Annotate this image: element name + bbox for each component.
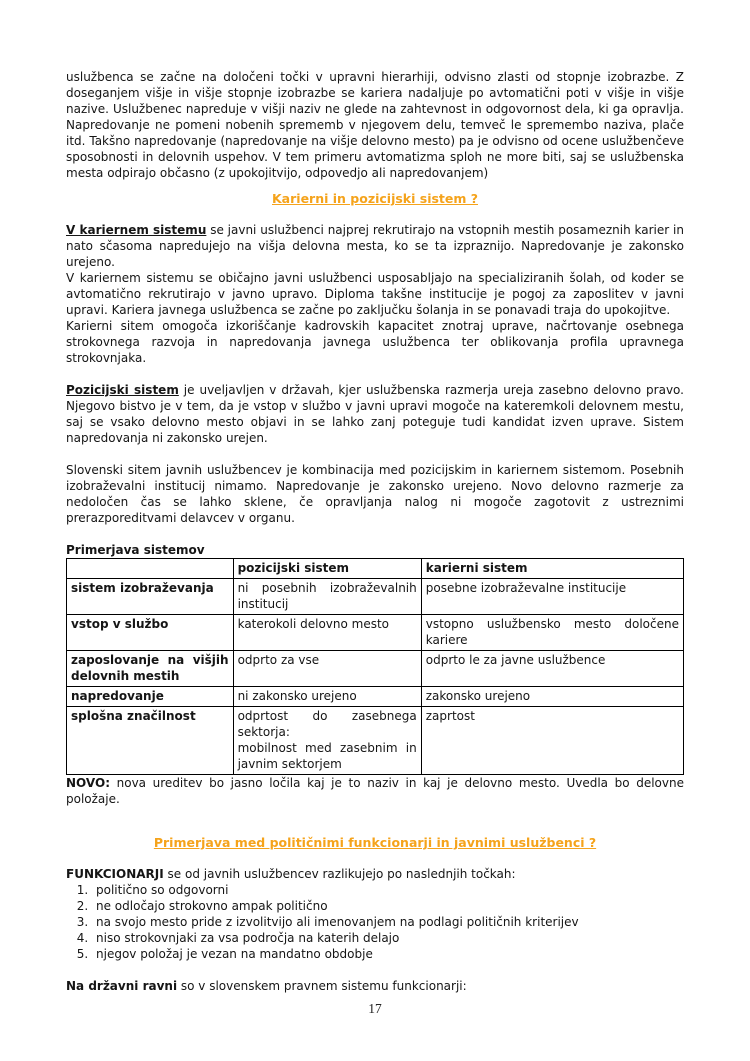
table-row (67, 687, 684, 707)
cell-vstop-karierni: vstopno uslužbensko mesto določene kariere (421, 615, 683, 651)
row-label-izobrazevanje: sistem izobraževanja (67, 579, 234, 615)
funkcionarji-list (66, 882, 684, 962)
row-label-vstop: vstop v službo (67, 615, 234, 651)
row-label-znacilnost: splošna značilnost (67, 707, 234, 775)
career-system-p1-rest: se javni uslužbenci najprej rekrutirajo na vstopnih mestih posameznih karier in nato sčasoma napredujejo na višja delovna mesta, ko se ta izpraznijo. Napredovanje je zakonsko urejeno. (66, 223, 684, 269)
cell-izobrazevanje-karierni: posebne izobraževalne institucije (421, 579, 683, 615)
list-item: 4. niso strokovnjaki za vsa področja na katerih delajo (92, 930, 684, 946)
career-system-p3: Karierni sitem omogoča izkoriščanje kadrovskih kapacitet znotraj uprave, načrtovanje osebnega strokovnega razvoja in napredovanja javnega uslužbenca ter oblikovanja profila upravnega strokovnjaka. (66, 319, 684, 365)
cell-zaposlovanje-pozicijski: odprto za vse (233, 651, 421, 687)
comparison-table (66, 558, 684, 775)
row-label-zaposlovanje: zaposlovanje na višjih delovnih mestih (67, 651, 234, 687)
table-row (67, 615, 684, 651)
drzavni-ravni-lead: Na državni ravni (66, 979, 178, 993)
cell-znacilnost-pozicijski (233, 707, 421, 775)
intro-paragraph: uslužbenca se začne na določeni točki v upravni hierarhiji, odvisno zlasti od stopnje izobrazbe. Z doseganjem višje in višje stopnje izobrazbe se kariera nadaljuje po avtomatični poti v višje in višje nazive. Uslužbenec napreduje v višji naziv ne glede na zahtevnost in odgovornost dela, ki ga opravlja. Napredovanje ne pomeni nobenih sprememb v njegovem delu, temveč le spremembo naziva, plače itd. Takšno napredovanje (napredovanje na višje delovno mesto) pa je odvisno od ocene uslužbenčeve sposobnosti in delovnih uspehov. V tem primeru avtomatizma sploh ne more biti, saj se uslužbenska mesta odpirajo občasno (z upokojitvijo, odpovedjo ali napredovanjem) (66, 70, 684, 180)
table-header-empty (67, 559, 234, 579)
slovenia-paragraph: Slovenski sitem javnih uslužbencev je kombinacija med pozicijskim in kariernem sistemom. Posebnih izobraževalni institucij nimamo. Napredovanje je zakonsko urejeno. Novo delovno razmerje za nedoločen čas se lahko sklene, če opravljanja nalog ni mogoče zagotovit z ustreznimi prerazporeditvami delavcev v organu. (66, 463, 684, 525)
position-system-paragraph (66, 382, 684, 446)
page-number: 17 (368, 1001, 382, 1016)
cell-znacilnost-karierni: zaprtost (421, 707, 683, 775)
comparison-table-title: Primerjava sistemov (66, 543, 205, 557)
novo-paragraph (66, 775, 684, 807)
list-item: 2. ne odločajo strokovno ampak politično (92, 898, 684, 914)
list-item: 5. njegov položaj je vezan na mandatno obdobje (92, 946, 684, 962)
novo-rest: nova ureditev bo jasno ločila kaj je to naziv in kaj je delovno mesto. Uvedla bo delovne položaje. (66, 776, 684, 806)
heading-primerjava-funkcionarji (66, 835, 684, 851)
table-header-pozicijski: pozicijski sistem (233, 559, 421, 579)
position-system-rest: je uveljavljen v državah, kjer uslužbenska razmerja ureja zasebno delovno pravo. Njegovo bistvo je v tem, da je vstop v službo v javni upravi mogoče na kateremkoli delovnem mestu, saj se vsako delovno mesto objavi in se lahko zanj poteguje tudi kandidat izven uprave. Sistem napredovanja ni zakonsko urejen. (66, 383, 684, 445)
funkcionarji-rest: se od javnih uslužbencev razlikujejo po naslednjih točkah: (163, 867, 516, 881)
cell-zaposlovanje-karierni: odprto le za javne uslužbence (421, 651, 683, 687)
list-item: 3. na svojo mesto pride z izvolitvijo ali imenovanjem na podlagi političnih kriterijev (92, 914, 684, 930)
table-row (67, 651, 684, 687)
drzavni-ravni-rest: so v slovenskem pravnem sistemu funkcionarji: (177, 979, 467, 993)
career-system-p1 (66, 222, 684, 270)
cell-vstop-pozicijski: katerokoli delovno mesto (233, 615, 421, 651)
cell-napredovanje-pozicijski: ni zakonsko urejeno (233, 687, 421, 707)
drzavni-ravni-paragraph (66, 978, 684, 994)
row-label-napredovanje: napredovanje (67, 687, 234, 707)
cell-napredovanje-karierni: zakonsko urejeno (421, 687, 683, 707)
list-item: 1. politično so odgovorni (92, 882, 684, 898)
position-system-lead: Pozicijski sistem (66, 383, 179, 397)
heading-karierni-pozicijski (66, 191, 684, 207)
table-header-karierni: karierni sistem (421, 559, 683, 579)
cell-znacilnost-pozicijski-line1: odprtost do zasebnega sektorja: (237, 709, 417, 739)
table-row (67, 707, 684, 775)
cell-izobrazevanje-pozicijski: ni posebnih izobraževalnih institucij (233, 579, 421, 615)
table-header-row (67, 559, 684, 579)
heading-karierni-pozicijski-text: Karierni in pozicijski sistem ? (272, 191, 478, 206)
funkcionarji-lead: FUNKCIONARJI (66, 867, 164, 881)
novo-lead: NOVO: (66, 776, 110, 790)
career-system-p2: V kariernem sistemu se običajno javni uslužbenci usposabljajo na specializiranih šolah, od koder se avtomatično rekrutirajo v javno upravo. Diploma takšne institucije je pogoj za zaposlitev v javni upravi. Kariera javnega uslužbenca se začne po zaključku šolanja in se ponavadi traja do upokojitve. (66, 271, 684, 317)
document-page (66, 69, 684, 1010)
career-system-lead: V kariernem sistemu (66, 223, 207, 237)
career-system-paragraph (66, 222, 684, 366)
cell-znacilnost-pozicijski-line2: mobilnost med zasebnim in javnim sektorjem (237, 741, 417, 771)
funkcionarji-paragraph (66, 866, 684, 882)
heading-primerjava-funkcionarji-text: Primerjava med političnimi funkcionarji in javnimi uslužbenci ? (153, 835, 597, 850)
table-row (67, 579, 684, 615)
